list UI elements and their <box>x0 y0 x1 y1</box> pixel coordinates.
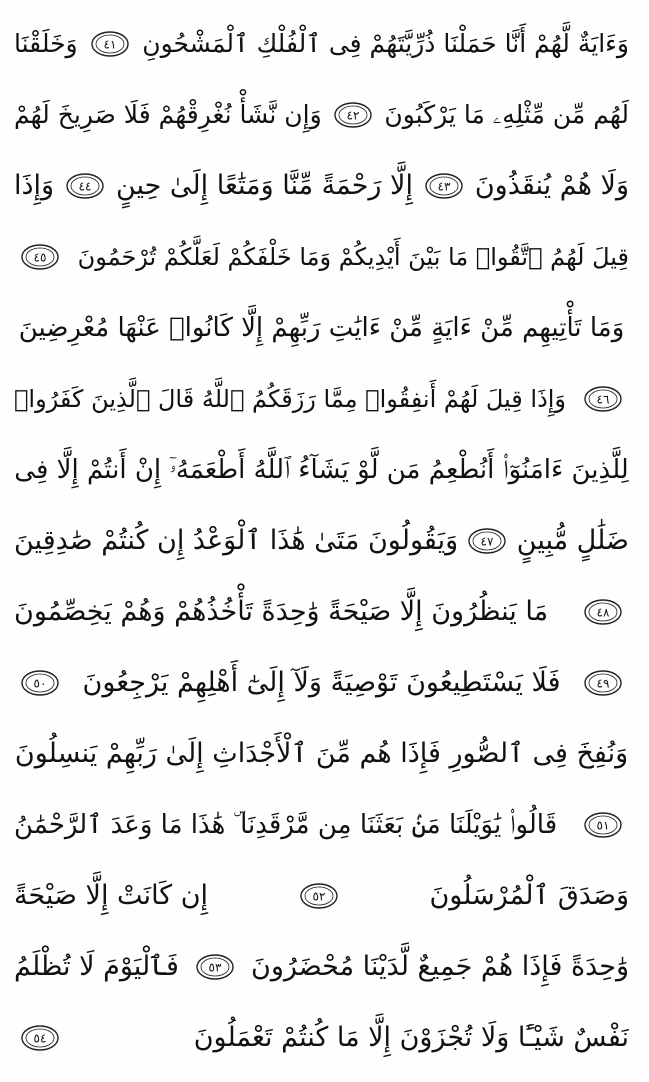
ayah-number: ٤١ <box>103 37 117 51</box>
verse-text: إِن كَانَتْ إِلَّا صَيْحَةً <box>14 880 209 911</box>
ayah-number: ٥١ <box>596 818 610 832</box>
verse-lines <box>14 8 629 1073</box>
ayah-number: ٤٢ <box>346 108 360 122</box>
ayah-number: ٤٨ <box>596 605 610 619</box>
ayah-number: ٤٥ <box>33 250 47 264</box>
verse-text: مَا يَنظُرُونَ إِلَّا صَيْحَةً وَٰحِدَةً تَأْخُذُهُمْ وَهُمْ يَخِصِّمُونَ <box>14 596 549 627</box>
ayah-end-marker-icon <box>20 242 60 272</box>
ayah-end-marker-icon <box>65 171 105 201</box>
verse-line <box>14 505 629 576</box>
verse-text: قَالُوا۟ يَٰوَيْلَنَا مَنۢ بَعَثَنَا مِن مَّرْقَدِنَا ۜ هَٰذَا مَا وَعَدَ ٱلرَّحْمَٰنُ <box>14 809 558 840</box>
verse-line <box>14 8 629 79</box>
verse-text: وَيَقُولُونَ مَتَىٰ هَٰذَا ٱلْوَعْدُ إِن كُنتُمْ صَٰدِقِينَ <box>14 525 459 556</box>
ayah-number: ٤٧ <box>481 534 494 548</box>
verse-line <box>14 363 629 434</box>
ayah-number: ٥٢ <box>312 889 326 903</box>
verse-text: قِيلَ لَهُمُ ٱتَّقُوا۟ مَا بَيْنَ أَيْدِيكُمْ وَمَا خَلْفَكُمْ لَعَلَّكُمْ تُرْحَمُونَ <box>77 242 629 271</box>
verse-text: وَءَايَةٌ لَّهُمْ أَنَّا حَمَلْنَا ذُرِّيَّتَهُمْ فِى ٱلْفُلْكِ ٱلْمَشْحُونِ <box>142 29 629 58</box>
verse-line <box>14 931 629 1002</box>
verse-line <box>14 789 629 860</box>
verse-line <box>14 79 629 150</box>
verse-text: فَٱلْيَوْمَ لَا تُظْلَمُ <box>14 951 179 982</box>
ayah-end-marker-icon <box>299 881 339 911</box>
verse-text: وَٰحِدَةً فَإِذَا هُمْ جَمِيعٌ لَّدَيْنَا مُحْضَرُونَ <box>251 951 629 982</box>
ayah-end-marker-icon <box>583 810 623 840</box>
verse-text: وَإِن نَّشَأْ نُغْرِقْهُمْ فَلَا صَرِيخَ لَهُمْ <box>14 100 322 129</box>
verse-line <box>14 718 629 789</box>
ayah-end-marker-icon <box>20 1023 60 1053</box>
ayah-number: ٤٤ <box>78 179 92 193</box>
ayah-number: ٤٣ <box>437 179 451 193</box>
verse-line <box>14 150 629 221</box>
verse-line <box>14 292 629 363</box>
ayah-number: ٥٤ <box>33 1031 47 1045</box>
ayah-number: ٤٩ <box>596 676 610 690</box>
verse-text: لِلَّذِينَ ءَامَنُوٓا۟ أَنُطْعِمُ مَن لَّوْ يَشَآءُ ٱللَّهُ أَطْعَمَهُۥٓ إِنْ أَنتُمْ إِلَّا فِى <box>14 454 629 485</box>
verse-text: وَإِذَا <box>14 170 55 201</box>
verse-line <box>14 860 629 931</box>
verse-line <box>14 221 629 292</box>
verse-text: وَإِذَا قِيلَ لَهُمْ أَنفِقُوا۟ مِمَّا رَزَقَكُمُ ٱللَّهُ قَالَ ٱلَّذِينَ كَفَرُوا۟ <box>14 384 567 413</box>
verse-text: ضَلَٰلٍ مُّبِينٍ <box>516 525 629 556</box>
verse-line <box>14 434 629 505</box>
ayah-number: ٥٣ <box>208 960 222 974</box>
ayah-end-marker-icon <box>90 29 130 59</box>
ayah-end-marker-icon <box>424 171 464 201</box>
verse-line <box>14 647 629 718</box>
verse-text: إِلَّا رَحْمَةً مِّنَّا وَمَتَٰعًا إِلَىٰ حِينٍ <box>115 170 413 201</box>
ayah-end-marker-icon <box>583 597 623 627</box>
ayah-end-marker-icon <box>20 668 60 698</box>
verse-text: وَخَلَقْنَا <box>14 29 78 58</box>
verse-text: وَنُفِخَ فِى ٱلصُّورِ فَإِذَا هُم مِّنَ ٱلْأَجْدَاثِ إِلَىٰ رَبِّهِمْ يَنسِلُونَ <box>14 738 629 769</box>
verse-text: وَصَدَقَ ٱلْمُرْسَلُونَ <box>429 880 629 911</box>
verse-text: لَهُم مِّن مِّثْلِهِۦ مَا يَرْكَبُونَ <box>384 100 629 129</box>
ayah-number: ٤٦ <box>596 392 610 406</box>
ayah-number: ٥٠ <box>33 676 47 690</box>
verse-text: نَفْسٌ شَيْـًٔا وَلَا تُجْزَوْنَ إِلَّا مَا كُنتُمْ تَعْمَلُونَ <box>193 1022 629 1053</box>
verse-text: وَلَا هُمْ يُنقَذُونَ <box>474 170 629 201</box>
ayah-end-marker-icon <box>333 100 373 130</box>
ayah-end-marker-icon <box>467 526 507 556</box>
ayah-end-marker-icon <box>195 952 235 982</box>
ayah-end-marker-icon <box>583 384 623 414</box>
verse-line <box>14 576 629 647</box>
verse-text: فَلَا يَسْتَطِيعُونَ تَوْصِيَةً وَلَآ إِلَىٰٓ أَهْلِهِمْ يَرْجِعُونَ <box>82 667 561 698</box>
ayah-end-marker-icon <box>583 668 623 698</box>
verse-text: وَمَا تَأْتِيهِم مِّنْ ءَايَةٍ مِّنْ ءَايَٰتِ رَبِّهِمْ إِلَّا كَانُوا۟ عَنْهَا مُعْرِضِينَ <box>18 312 625 343</box>
verse-line <box>14 1002 629 1073</box>
